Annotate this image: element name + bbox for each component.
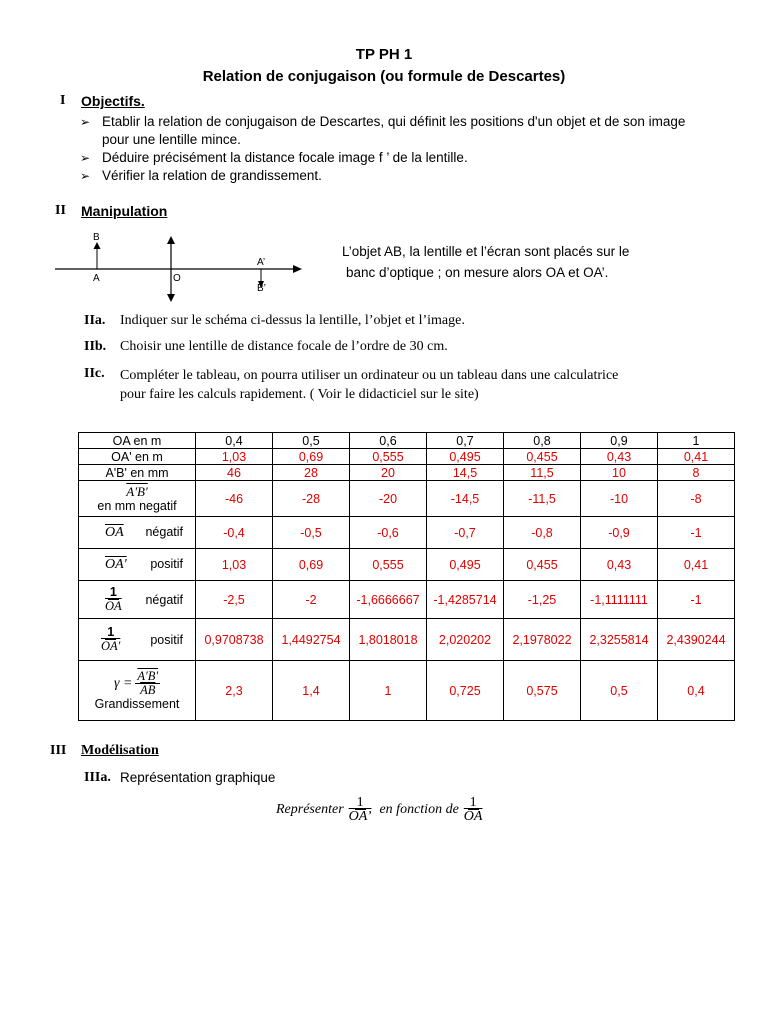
table-cell: 2,3 — [196, 661, 273, 721]
step-IIc-label: IIc. — [84, 366, 105, 381]
row-label: OA en m — [79, 433, 196, 449]
step-IIc-text: Compléter le tableau, on pourra utiliser un ordinateur ou un tableau dans une calculatrice pour faire les calculs rapidement. ( Voir le didacticiel sur le site) — [120, 368, 619, 402]
table-cell: 11,5 — [504, 465, 581, 481]
table-cell: 46 — [196, 465, 273, 481]
table-cell: -2 — [273, 581, 350, 619]
table-cell: 1,4 — [273, 661, 350, 721]
fraction-numerator: 1 — [356, 795, 364, 810]
table-cell: -46 — [196, 481, 273, 517]
fraction-inverse-oa-prime — [99, 626, 122, 653]
fraction-inverse-oa-prime-formula — [347, 796, 374, 823]
table-cell: -10 — [581, 481, 658, 517]
fraction-numerator: 1 — [469, 795, 477, 810]
table-cell: 0,7 — [427, 433, 504, 449]
table-cell: 0,41 — [658, 449, 735, 465]
manip-description-line2: banc d’optique ; on mesure alors OA et OA’. — [346, 265, 609, 280]
table-cell: 0,8 — [504, 433, 581, 449]
table-cell: 0,43 — [581, 549, 658, 581]
objective-item — [80, 113, 700, 149]
table-cell: -8 — [658, 481, 735, 517]
fraction-gamma — [135, 670, 160, 697]
step-IIa-label: IIa. — [84, 313, 106, 328]
step-IIb-label: IIb. — [84, 339, 107, 354]
arrow-bullet-icon: ➢ — [80, 169, 91, 183]
table-cell: 0,5 — [273, 433, 350, 449]
fraction-inverse-oa — [103, 586, 124, 613]
vector-oa-prime: OA' — [105, 556, 127, 572]
table-cell: 0,4 — [658, 661, 735, 721]
gamma-symbol: γ = — [113, 675, 133, 691]
arrow-bullet-icon: ➢ — [80, 115, 91, 129]
sign-tag: négatif — [145, 592, 183, 607]
label-A-prime: A’ — [257, 257, 266, 268]
table-cell: 0,555 — [350, 449, 427, 465]
step-IIb-text: Choisir une lentille de distance focale de l’ordre de 30 cm. — [120, 339, 448, 354]
table-cell: -0,9 — [581, 517, 658, 549]
fraction-inverse-oa-formula — [462, 796, 485, 823]
label-A: A — [93, 273, 100, 284]
vector-oa: $\overline{OA}$ — [105, 524, 124, 540]
table-cell: 8 — [658, 465, 735, 481]
row-inverse-oa — [79, 581, 735, 619]
table-cell: 0,455 — [504, 549, 581, 581]
table-cell: 0,575 — [504, 661, 581, 721]
axis-arrow-icon — [293, 265, 302, 273]
row-oap-bar — [79, 549, 735, 581]
table-cell: 1,03 — [196, 549, 273, 581]
section3-title: Modélisation — [81, 743, 159, 758]
table-cell: -1,1111111 — [581, 581, 658, 619]
table-cell: 1 — [350, 661, 427, 721]
table-cell: 14,5 — [427, 465, 504, 481]
label-B-prime: B’ — [257, 283, 266, 294]
table-cell: 1,4492754 — [273, 619, 350, 661]
doc-code: TP PH 1 — [355, 46, 413, 63]
row-label — [79, 661, 196, 721]
table-cell: 0,43 — [581, 449, 658, 465]
sign-tag: négatif — [145, 524, 183, 539]
table-cell: 0,495 — [427, 549, 504, 581]
doc-title: Relation de conjugaison (ou formule de Descartes) — [202, 68, 566, 85]
row-oa-bar — [79, 517, 735, 549]
section2-number: II — [55, 203, 66, 218]
table-cell: -1,6666667 — [350, 581, 427, 619]
objective-text: Vérifier la relation de grandissement. — [102, 168, 322, 183]
row-label — [79, 517, 196, 549]
table-cell: -0,6 — [350, 517, 427, 549]
lens-top-arrow-icon — [167, 236, 175, 244]
vector-ab-prime: A'B' — [126, 484, 148, 499]
table-cell: -28 — [273, 481, 350, 517]
table-cell: -1,4285714 — [427, 581, 504, 619]
table-cell: 0,5 — [581, 661, 658, 721]
fraction-denominator: AB — [140, 683, 156, 697]
fraction-denominator: OA — [463, 809, 483, 824]
table-cell: 0,455 — [504, 449, 581, 465]
table-cell: 1 — [658, 433, 735, 449]
table-cell: -1 — [658, 517, 735, 549]
objective-text: Etablir la relation de conjugaison de Descartes, qui définit les positions d'un objet et de son image pour une lentille mince. — [102, 114, 686, 147]
fraction-denominator: OA — [105, 599, 122, 613]
section1-title: Objectifs. — [81, 93, 145, 109]
section1-number: I — [60, 93, 66, 108]
step-IIa-text: Indiquer sur le schéma ci-dessus la lentille, l’objet et l’image. — [120, 313, 465, 328]
objective-item — [80, 167, 700, 185]
table-cell: 0,69 — [273, 449, 350, 465]
step-IIIa-text: Représentation graphique — [120, 770, 276, 785]
row-label-caption: Grandissement — [94, 697, 180, 711]
table-cell: 10 — [581, 465, 658, 481]
lens-bottom-arrow-icon — [167, 294, 175, 302]
row-label — [79, 549, 196, 581]
table-cell: 0,4 — [196, 433, 273, 449]
table-cell: 0,69 — [273, 549, 350, 581]
label-B: B — [93, 232, 100, 243]
table-cell: 1,03 — [196, 449, 273, 465]
formula — [276, 796, 484, 823]
section3-number: III — [50, 743, 67, 758]
row-label: OA' en m — [79, 449, 196, 465]
row-oa — [79, 433, 735, 449]
row-ab-negative — [79, 481, 735, 517]
row-label — [79, 481, 196, 517]
objective-text: Déduire précisément la distance focale image f ’ de la lentille. — [102, 150, 468, 165]
table-cell: -20 — [350, 481, 427, 517]
table-cell: -2,5 — [196, 581, 273, 619]
fraction-numerator: 1 — [109, 585, 117, 599]
table-cell: 2,4390244 — [658, 619, 735, 661]
table-cell: 0,495 — [427, 449, 504, 465]
fraction-denominator: OA' — [101, 639, 121, 653]
optical-bench-diagram — [50, 228, 310, 308]
label-O: O — [173, 273, 181, 284]
section2-title: Manipulation — [81, 203, 168, 219]
step-IIIa-label: IIIa. — [84, 770, 111, 785]
sign-tag: positif — [150, 632, 183, 647]
arrow-bullet-icon: ➢ — [80, 151, 91, 165]
row-ab — [79, 465, 735, 481]
table-cell: -0,4 — [196, 517, 273, 549]
table-cell: -1 — [658, 581, 735, 619]
row-label — [79, 619, 196, 661]
object-arrowhead-icon — [94, 242, 101, 249]
table-cell: 0,555 — [350, 549, 427, 581]
sign-tag: positif — [150, 556, 183, 571]
row-gamma — [79, 661, 735, 721]
row-label — [79, 581, 196, 619]
row-label-caption: en mm negatif — [97, 499, 177, 513]
table-cell: 0,725 — [427, 661, 504, 721]
objective-item — [80, 149, 700, 167]
formula-middle: en fonction de — [379, 801, 459, 817]
table-cell: 0,6 — [350, 433, 427, 449]
table-cell: 20 — [350, 465, 427, 481]
fraction-denominator: OA’ — [348, 809, 372, 824]
table-cell: -1,25 — [504, 581, 581, 619]
formula-prefix: Représenter — [276, 801, 344, 817]
table-cell: 1,8018018 — [350, 619, 427, 661]
data-table — [78, 432, 735, 721]
row-inverse-oap — [79, 619, 735, 661]
objectives-list — [80, 113, 700, 185]
table-cell: -11,5 — [504, 481, 581, 517]
table-cell: -0,5 — [273, 517, 350, 549]
row-label: A'B' en mm — [79, 465, 196, 481]
table-cell: 0,9708738 — [196, 619, 273, 661]
table-cell: -14,5 — [427, 481, 504, 517]
table-cell: 2,3255814 — [581, 619, 658, 661]
table-cell: 2,1978022 — [504, 619, 581, 661]
fraction-numerator: A'B' — [137, 669, 159, 683]
row-oap — [79, 449, 735, 465]
fraction-numerator: 1 — [107, 625, 115, 639]
table-cell: 0,41 — [658, 549, 735, 581]
manip-description-line1: L’objet AB, la lentille et l’écran sont placés sur le — [342, 244, 630, 259]
table-cell: 0,9 — [581, 433, 658, 449]
table-cell: -0,7 — [427, 517, 504, 549]
table-cell: 2,020202 — [427, 619, 504, 661]
table-cell: 28 — [273, 465, 350, 481]
table-cell: -0,8 — [504, 517, 581, 549]
